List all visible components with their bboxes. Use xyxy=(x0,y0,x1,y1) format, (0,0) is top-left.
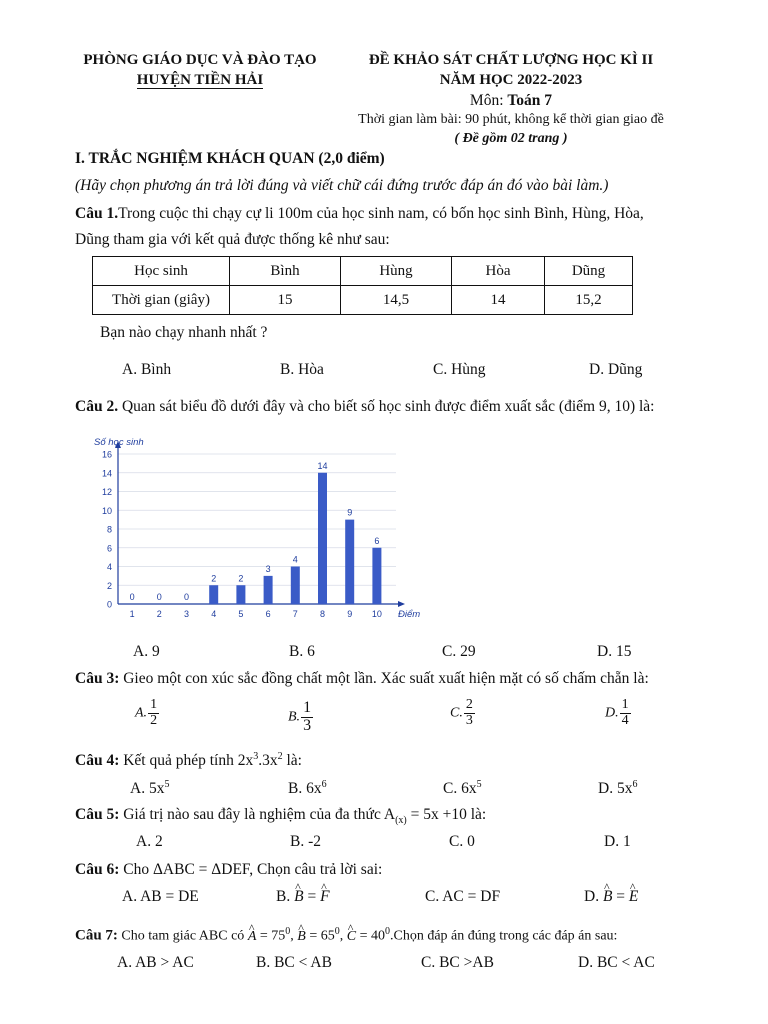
x-tick-label: 9 xyxy=(347,609,353,619)
q3-option-b: B. $\frac{1}{3}$ xyxy=(288,699,312,734)
bar-value-label: 14 xyxy=(317,460,328,471)
bar xyxy=(209,585,218,604)
x-tick-label: 6 xyxy=(265,609,271,619)
x-tick-label: 10 xyxy=(371,609,382,619)
table-cell: 15 xyxy=(230,286,341,315)
table-header-row xyxy=(93,257,633,286)
school-year: NĂM HỌC 2022-2023 xyxy=(439,72,583,88)
q1-text-line2: Dũng tham gia với kết quả được thống kê như sau: xyxy=(75,231,390,248)
bar xyxy=(318,473,327,604)
q6-text: Câu 6: Cho ΔABC = ΔDEF, Chọn câu trả lời sai: xyxy=(75,861,383,878)
q4-option-c: C. $6x^5$ xyxy=(443,779,482,798)
table-cell: Thời gian (giây) xyxy=(93,286,230,315)
q1-question: Bạn nào chạy nhanh nhất ? xyxy=(100,324,268,341)
pages-note: ( Đề gồm 02 trang ) xyxy=(454,131,568,146)
q3-option-a: A. $\frac{1}{2}$ xyxy=(135,697,158,728)
y-tick-label: 2 xyxy=(106,580,112,591)
y-tick-label: 0 xyxy=(106,599,112,610)
q7-option-b: B. BC < AB xyxy=(256,954,332,971)
section-title: I. TRẮC NGHIỆM KHÁCH QUAN (2,0 điểm) xyxy=(75,150,385,167)
q7-option-c: C. BC >AB xyxy=(421,954,494,971)
x-tick-label: 1 xyxy=(129,609,135,619)
y-tick-label: 12 xyxy=(101,487,112,497)
q5-option-c: C. 0 xyxy=(449,833,475,850)
q6-option-d: D. ^ B = ^ E xyxy=(584,888,638,906)
y-tick-label: 14 xyxy=(101,468,112,479)
table-cell: 14 xyxy=(452,286,545,315)
table-header-cell: Hòa xyxy=(452,257,545,286)
district-name: HUYỆN TIỀN HẢI xyxy=(136,72,264,88)
q3-text: Câu 3: Gieo một con xúc sắc đồng chất một lần. Xác suất xuất hiện mặt có số chấm chẵn là: xyxy=(75,670,649,687)
x-tick-label: 5 xyxy=(238,609,244,619)
bar-value-label: 2 xyxy=(238,573,244,584)
q2-option-c: C. 29 xyxy=(442,643,476,660)
y-tick-label: 4 xyxy=(106,562,112,572)
q4-option-b: B. $6x^6$ xyxy=(288,779,327,798)
x-axis-label: Điểm xyxy=(398,609,421,620)
bar xyxy=(291,567,300,605)
q5-text: Câu 5: Giá trị nào sau đây là nghiệm của đa thức $A_{(x)} = 5x +10$ là: xyxy=(75,806,487,827)
table-row xyxy=(93,286,633,315)
score-bar-chart xyxy=(84,432,424,632)
q2-option-b: B. 6 xyxy=(289,643,315,660)
q1-text-line1: Câu 1.Trong cuộc thi chạy cự li 100m của học sinh nam, có bốn học sinh Bình, Hùng, Hòa, xyxy=(75,205,644,222)
q6-option-b: B. ^ B = ^ F xyxy=(276,888,330,906)
y-tick-label: 6 xyxy=(106,543,112,554)
y-axis-label: Số học sinh xyxy=(94,437,144,448)
bar xyxy=(372,548,381,604)
table-cell: 15,2 xyxy=(545,286,633,315)
y-tick-label: 16 xyxy=(101,449,112,460)
bar-value-label: 9 xyxy=(347,507,353,518)
q1-option-d: D. Dũng xyxy=(589,361,643,378)
q1-option-a: A. Bình xyxy=(122,361,172,378)
x-tick-label: 8 xyxy=(319,609,326,619)
q4-option-d: D. $5x^6$ xyxy=(598,779,638,798)
q2-text: Câu 2. Quan sát biểu đồ dưới đây và cho biết số học sinh được điểm xuất sắc (điểm 9, 10) là: xyxy=(75,398,655,415)
time-note: Thời gian làm bài: 90 phút, không kể thời gian giao đề xyxy=(358,112,664,127)
table-header-cell: Bình xyxy=(230,257,341,286)
department-name: PHÒNG GIÁO DỤC VÀ ĐÀO TẠO xyxy=(83,52,317,68)
x-axis-arrow xyxy=(398,601,405,607)
q7-option-a: A. AB > AC xyxy=(117,954,194,971)
exam-title: ĐỀ KHẢO SÁT CHẤT LƯỢNG HỌC KÌ II xyxy=(368,52,654,68)
bar-value-label: 4 xyxy=(292,554,298,565)
bar-value-label: 0 xyxy=(183,592,190,602)
q5-option-d: D. 1 xyxy=(604,833,631,850)
table-header-cell: Hùng xyxy=(341,257,452,286)
q7-option-d: D. BC < AC xyxy=(578,954,655,971)
x-tick-label: 4 xyxy=(211,609,217,619)
bar-value-label: 0 xyxy=(156,592,162,602)
y-tick-label: 8 xyxy=(106,524,112,535)
q4-option-a: A. $5x^5$ xyxy=(130,779,170,798)
bar-value-label: 6 xyxy=(374,535,380,546)
q3-option-d: D. $\frac{1}{4}$ xyxy=(605,697,629,728)
x-tick-label: 3 xyxy=(183,609,190,619)
q6-option-a: A. AB = DE xyxy=(122,888,199,905)
bar-value-label: 0 xyxy=(129,592,135,602)
q2-option-d: D. 15 xyxy=(597,643,632,660)
bar xyxy=(264,576,273,604)
bar xyxy=(236,585,245,604)
section-instruction: (Hãy chọn phương án trả lời đúng và viết chữ cái đứng trước đáp án đó vào bài làm.) xyxy=(75,177,609,194)
q2-option-a: A. 9 xyxy=(133,643,160,660)
q1-option-b: B. Hòa xyxy=(280,361,324,378)
x-tick-label: 2 xyxy=(156,609,162,619)
table-header-cell: Học sinh xyxy=(93,257,230,286)
q5-option-a: A. 2 xyxy=(136,833,163,850)
bar-value-label: 2 xyxy=(211,573,217,584)
bar xyxy=(345,520,354,604)
y-tick-label: 10 xyxy=(101,505,112,516)
q1-option-c: C. Hùng xyxy=(433,361,486,378)
subject-line: Môn: Toán 7 xyxy=(469,92,553,109)
q4-text: Câu 4: Kết quả phép tính $2x^3.3x^2$ là: xyxy=(75,751,302,770)
q7-text: Câu 7: Cho tam giác ABC có ^ $A = 75^0$, ^ $B = 65^0$, ^ $C = 40^0.Chọn$ đáp án đúng trong các đáp án sau: xyxy=(75,926,617,945)
bar-value-label: 3 xyxy=(265,563,271,574)
q5-option-b: B. -2 xyxy=(290,833,321,850)
q1-results-table xyxy=(92,256,633,315)
table-header-cell: Dũng xyxy=(545,257,633,286)
x-tick-label: 7 xyxy=(292,609,298,619)
table-cell: 14,5 xyxy=(341,286,452,315)
q6-option-c: C. AC = DF xyxy=(425,888,501,905)
q3-option-c: C. $\frac{2}{3}$ xyxy=(450,697,473,728)
